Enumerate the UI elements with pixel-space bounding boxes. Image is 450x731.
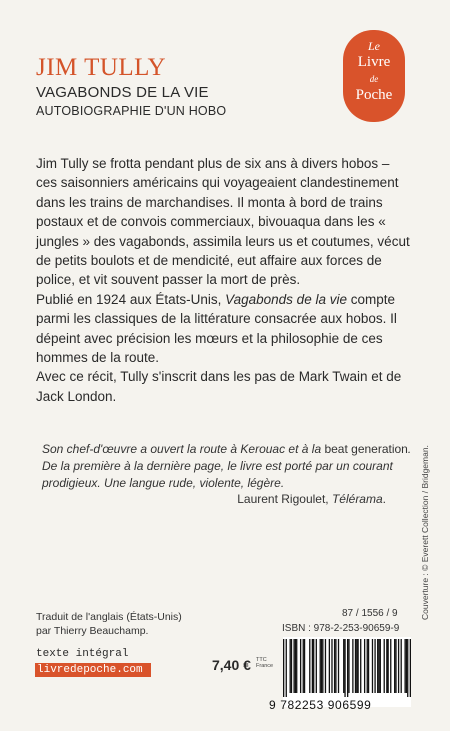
- description-paragraph-1: Jim Tully se frotta pendant plus de six ans à divers hobos – ces saisonniers américains qui voyageaient clandestinement dans les trains de marchandises. Il monta à bord de trains postaux et de convois commerciaux, bivouaqua dans les « jungles » des vagabonds, assimila leurs us et coutumes, vécut de petits boulots et de mendicité, eut affaire aux forces de police, et vit souvent passer la mort de près.: [36, 156, 410, 288]
- barcode-bar: [390, 639, 391, 693]
- barcode-bar: [321, 639, 322, 693]
- barcode-bar: [304, 639, 305, 693]
- catalog-code: 87 / 1556 / 9: [342, 608, 398, 619]
- quote-text: [42, 441, 412, 491]
- barcode-bar: [374, 639, 375, 693]
- barcode-bar: [398, 639, 399, 693]
- barcode-bar: [344, 639, 345, 697]
- barcode-bar: [347, 639, 348, 697]
- barcode-bar: [295, 639, 296, 693]
- barcode-bar: [291, 639, 292, 693]
- barcode-bar: [355, 639, 356, 693]
- quote-text-c: . De la première à la dernière page, le livre est porté par un courant prodigieux. Une langue rude, violente, légère.: [42, 442, 412, 490]
- book-description: [36, 154, 412, 406]
- barcode-graphic: [283, 637, 411, 697]
- barcode-bar: [386, 639, 387, 693]
- author-name: JIM TULLY: [36, 54, 167, 81]
- barcode-bar: [410, 639, 411, 697]
- barcode-bar: [296, 639, 297, 693]
- barcode-bar: [331, 639, 332, 693]
- barcode-bar: [322, 639, 323, 693]
- barcode-bar: [384, 639, 385, 693]
- barcode-bar: [380, 639, 381, 693]
- description-p2-end: compte parmi les classiques de la littérature consacrée aux hobos. Il dépeint avec précision les mœurs et la philosophie de ces hommes de la route.: [36, 291, 397, 366]
- price-ttc: TTC: [256, 657, 267, 663]
- barcode-bar: [394, 639, 395, 693]
- description-p2-start: Publié en 1924 aux États-Unis,: [36, 291, 226, 307]
- book-title: VAGABONDS DE LA VIE: [36, 84, 209, 101]
- barcode-bar: [377, 639, 378, 693]
- barcode-bar: [404, 639, 405, 693]
- barcode-bar: [283, 639, 284, 697]
- barcode-bar: [360, 639, 361, 693]
- barcode-bar: [401, 639, 402, 693]
- barcode-bar: [357, 639, 358, 693]
- logo-line-1: Le: [368, 39, 380, 53]
- barcode-bar: [303, 639, 304, 693]
- barcode-bar: [316, 639, 317, 693]
- logo-line-4: Poche: [355, 87, 393, 103]
- barcode-bar: [290, 639, 291, 693]
- quote-source: [42, 491, 412, 508]
- barcode-bar: [309, 639, 310, 693]
- barcode-bar: [329, 639, 330, 693]
- logo-line-3: de: [369, 74, 379, 84]
- barcode-number: 9 782253 906599: [269, 698, 372, 712]
- barcode: [283, 637, 411, 707]
- barcode-bar: [334, 639, 335, 693]
- price-country: France: [256, 663, 274, 669]
- barcode-bar: [407, 639, 408, 697]
- quote-source-publication: Télérama: [331, 492, 383, 507]
- barcode-bar: [348, 639, 349, 693]
- barcode-bar: [338, 639, 339, 693]
- barcode-bar: [378, 639, 379, 693]
- barcode-bar: [343, 639, 344, 693]
- translation-line-2: par Thierry Beauchamp.: [36, 625, 149, 637]
- barcode-bar: [293, 639, 294, 693]
- website-link[interactable]: livredepoche.com: [35, 663, 151, 677]
- barcode-bar: [313, 639, 314, 693]
- price: 7,40 €: [212, 657, 251, 673]
- translation-line-1: Traduit de l'anglais (États-Unis): [36, 611, 182, 623]
- isbn: ISBN : 978-2-253-90659-9: [282, 623, 400, 634]
- quote-text-a: Son chef-d'œuvre a ouvert la route à Kerouac et à la: [42, 442, 325, 456]
- texte-integral-label: texte intégral: [36, 648, 129, 660]
- barcode-bar: [325, 639, 326, 693]
- barcode-bar: [300, 639, 301, 693]
- barcode-bar: [352, 639, 353, 693]
- description-paragraph-3: Avec ce récit, Tully s'inscrit dans les pas de Mark Twain et de Jack London.: [36, 369, 402, 404]
- barcode-bar: [372, 639, 373, 693]
- quote-source-name: Laurent Rigoulet,: [237, 492, 332, 507]
- price-tax-note: [256, 657, 273, 669]
- quote-text-b: beat generation: [324, 442, 408, 456]
- press-quote: [42, 441, 412, 508]
- barcode-bar: [312, 639, 313, 693]
- logo-line-2: Livre: [357, 54, 391, 70]
- barcode-bar: [286, 639, 287, 697]
- barcode-bar: [395, 639, 396, 693]
- barcode-bar: [335, 639, 336, 693]
- barcode-bar: [364, 639, 365, 693]
- translation-credit: [36, 610, 182, 638]
- barcode-bar: [406, 639, 407, 693]
- cover-credit: Couverture : © Everett Collection / Bridgeman.: [420, 445, 430, 620]
- book-subtitle: AUTOBIOGRAPHIE D'UN HOBO: [36, 104, 227, 118]
- publisher-logo: [343, 30, 405, 122]
- barcode-bar: [368, 639, 369, 693]
- description-p2-title: Vagabonds de la vie: [225, 291, 347, 307]
- barcode-bar: [320, 639, 321, 693]
- description-paragraph-2: [36, 290, 412, 368]
- barcode-bar: [387, 639, 388, 693]
- barcode-bar: [367, 639, 368, 693]
- barcode-bar: [356, 639, 357, 693]
- quote-source-end: .: [382, 492, 386, 507]
